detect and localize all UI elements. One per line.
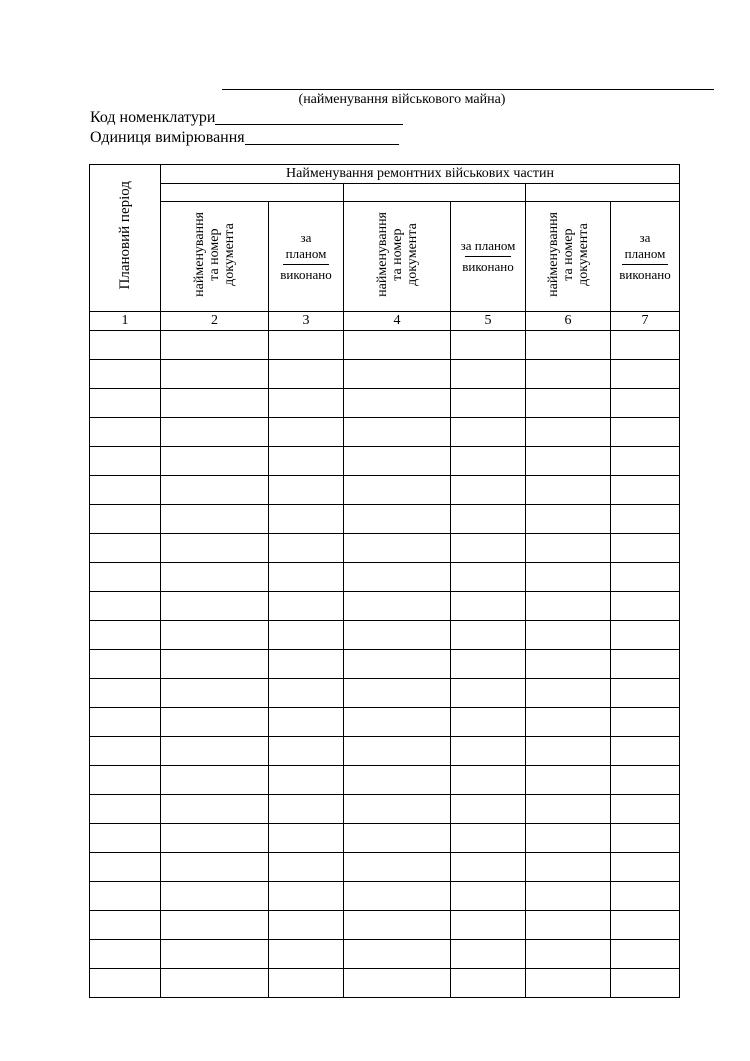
table-cell[interactable] [451, 882, 526, 911]
table-cell[interactable] [161, 853, 269, 882]
table-cell[interactable] [269, 969, 344, 998]
table-cell[interactable] [161, 360, 269, 389]
table-cell[interactable] [269, 621, 344, 650]
table-cell[interactable] [526, 505, 611, 534]
table-cell[interactable] [611, 737, 680, 766]
table-cell[interactable] [90, 911, 161, 940]
table-cell[interactable] [526, 882, 611, 911]
column-number: 2 [161, 312, 269, 331]
table-row [90, 505, 680, 534]
table-row [90, 911, 680, 940]
table-cell[interactable] [269, 563, 344, 592]
table-cell[interactable] [526, 766, 611, 795]
table-cell[interactable] [90, 882, 161, 911]
table-cell[interactable] [344, 360, 451, 389]
table-cell[interactable] [526, 360, 611, 389]
table-row [90, 708, 680, 737]
table-cell[interactable] [526, 592, 611, 621]
table-cell[interactable] [269, 882, 344, 911]
planned-period-header: Плановий період [90, 165, 161, 312]
table-row [90, 940, 680, 969]
repair-unit-1-name-cell[interactable] [161, 184, 344, 202]
table-cell[interactable] [611, 505, 680, 534]
table-row [90, 389, 680, 418]
table-cell[interactable] [611, 534, 680, 563]
column-number: 4 [344, 312, 451, 331]
table-cell[interactable] [451, 331, 526, 360]
table-cell[interactable] [344, 766, 451, 795]
table-cell[interactable] [161, 882, 269, 911]
table-cell[interactable] [269, 911, 344, 940]
table-cell[interactable] [90, 476, 161, 505]
table-row [90, 766, 680, 795]
table-cell[interactable] [451, 679, 526, 708]
table-cell[interactable] [269, 650, 344, 679]
table-cell[interactable] [451, 447, 526, 476]
table-cell[interactable] [611, 824, 680, 853]
table-cell[interactable] [90, 418, 161, 447]
table-cell[interactable] [269, 766, 344, 795]
table-cell[interactable] [451, 824, 526, 853]
table-cell[interactable] [611, 650, 680, 679]
table-cell[interactable] [161, 563, 269, 592]
table-cell[interactable] [161, 911, 269, 940]
table-cell[interactable] [451, 853, 526, 882]
table-cell[interactable] [269, 824, 344, 853]
table-cell[interactable] [611, 679, 680, 708]
table-cell[interactable] [269, 331, 344, 360]
table-cell[interactable] [611, 911, 680, 940]
table-cell[interactable] [269, 679, 344, 708]
table-cell[interactable] [161, 389, 269, 418]
table-cell[interactable] [611, 476, 680, 505]
table-cell[interactable] [451, 563, 526, 592]
nomenclature-code-blank[interactable] [215, 110, 403, 125]
table-cell[interactable] [344, 911, 451, 940]
table-cell[interactable] [344, 650, 451, 679]
table-cell[interactable] [344, 882, 451, 911]
table-cell[interactable] [161, 969, 269, 998]
table-row [90, 679, 680, 708]
table-cell[interactable] [161, 795, 269, 824]
table-cell[interactable] [526, 534, 611, 563]
table-cell[interactable] [161, 650, 269, 679]
table-row [90, 447, 680, 476]
table-cell[interactable] [526, 563, 611, 592]
table-cell[interactable] [611, 795, 680, 824]
table-row [90, 650, 680, 679]
plan-done-header-1: за планом виконано [269, 202, 344, 312]
item-name-caption: (найменування військового майна) [298, 92, 506, 107]
table-cell[interactable] [526, 737, 611, 766]
table-cell[interactable] [344, 679, 451, 708]
table-cell[interactable] [526, 853, 611, 882]
plan-done-header-3: за планом виконано [611, 202, 680, 312]
fraction-line [283, 264, 329, 265]
table-row [90, 969, 680, 998]
item-name-line [222, 89, 714, 90]
table-cell[interactable] [269, 505, 344, 534]
table-cell[interactable] [611, 969, 680, 998]
table-cell[interactable] [344, 389, 451, 418]
table-cell[interactable] [451, 360, 526, 389]
table-cell[interactable] [526, 476, 611, 505]
table-cell[interactable] [526, 447, 611, 476]
table-cell[interactable] [344, 447, 451, 476]
table-cell[interactable] [611, 360, 680, 389]
table-cell[interactable] [269, 708, 344, 737]
table-row [90, 563, 680, 592]
table-cell[interactable] [344, 331, 451, 360]
column-number: 3 [269, 312, 344, 331]
table-cell[interactable] [90, 795, 161, 824]
document-header-1: найменування та номер документа [161, 202, 269, 312]
table-cell[interactable] [611, 592, 680, 621]
table-cell[interactable] [526, 911, 611, 940]
table-cell[interactable] [344, 505, 451, 534]
table-cell[interactable] [90, 534, 161, 563]
table-cell[interactable] [90, 737, 161, 766]
table-row [90, 418, 680, 447]
table-cell[interactable] [611, 853, 680, 882]
table-cell[interactable] [451, 969, 526, 998]
table-cell[interactable] [90, 969, 161, 998]
unit-of-measure-label: Одиниця вимірювання [90, 129, 245, 146]
table-cell[interactable] [526, 679, 611, 708]
table-cell[interactable] [451, 911, 526, 940]
table-cell[interactable] [526, 389, 611, 418]
column-number: 5 [451, 312, 526, 331]
table-cell[interactable] [90, 766, 161, 795]
table-cell[interactable] [611, 940, 680, 969]
table-cell[interactable] [90, 563, 161, 592]
table-cell[interactable] [451, 389, 526, 418]
plan-done-header-2: за планом виконано [451, 202, 526, 312]
table-cell[interactable] [90, 389, 161, 418]
table-cell[interactable] [344, 795, 451, 824]
table-cell[interactable] [90, 360, 161, 389]
document-header-3: найменування та номер документа [526, 202, 611, 312]
table-row [90, 534, 680, 563]
table-cell[interactable] [611, 418, 680, 447]
column-number: 1 [90, 312, 161, 331]
table-cell[interactable] [526, 418, 611, 447]
document-header-2: найменування та номер документа [344, 202, 451, 312]
table-cell[interactable] [451, 418, 526, 447]
table-cell[interactable] [451, 621, 526, 650]
table-cell[interactable] [526, 621, 611, 650]
repair-units-header: Найменування ремонтних військових частин [161, 165, 680, 184]
table-cell[interactable] [451, 476, 526, 505]
table-row [90, 360, 680, 389]
table-cell[interactable] [161, 505, 269, 534]
table-cell[interactable] [611, 882, 680, 911]
table-cell[interactable] [526, 795, 611, 824]
table-row [90, 331, 680, 360]
table-cell[interactable] [90, 679, 161, 708]
repair-plan-table [89, 164, 680, 998]
nomenclature-code-field [90, 108, 403, 128]
table-cell[interactable] [344, 476, 451, 505]
table-cell[interactable] [269, 418, 344, 447]
table-row [90, 476, 680, 505]
table-cell[interactable] [269, 389, 344, 418]
repair-unit-3-name-cell[interactable] [526, 184, 680, 202]
table-row [90, 592, 680, 621]
table-cell[interactable] [344, 534, 451, 563]
table-cell[interactable] [269, 737, 344, 766]
table-cell[interactable] [451, 766, 526, 795]
table-row [90, 737, 680, 766]
table-row [90, 621, 680, 650]
table-cell[interactable] [451, 505, 526, 534]
table-cell[interactable] [90, 853, 161, 882]
table-cell[interactable] [269, 853, 344, 882]
table-cell[interactable] [161, 940, 269, 969]
table-cell[interactable] [161, 708, 269, 737]
column-number: 7 [611, 312, 680, 331]
table-cell[interactable] [90, 505, 161, 534]
table-cell[interactable] [269, 447, 344, 476]
table-cell[interactable] [161, 534, 269, 563]
table-cell[interactable] [526, 331, 611, 360]
table-cell[interactable] [344, 853, 451, 882]
table-cell[interactable] [611, 766, 680, 795]
table-cell[interactable] [161, 824, 269, 853]
table-cell[interactable] [161, 737, 269, 766]
table-cell[interactable] [526, 708, 611, 737]
table-cell[interactable] [269, 940, 344, 969]
table-cell[interactable] [451, 534, 526, 563]
table-row [90, 882, 680, 911]
table-cell[interactable] [451, 708, 526, 737]
table-cell[interactable] [269, 592, 344, 621]
table-cell[interactable] [611, 331, 680, 360]
table-cell[interactable] [451, 592, 526, 621]
table-cell[interactable] [90, 824, 161, 853]
table-cell[interactable] [90, 592, 161, 621]
table-row [90, 853, 680, 882]
table-cell[interactable] [161, 331, 269, 360]
table-cell[interactable] [526, 940, 611, 969]
table-cell[interactable] [90, 940, 161, 969]
nomenclature-code-label: Код номенклатури [90, 109, 216, 126]
table-cell[interactable] [90, 621, 161, 650]
table-row [90, 824, 680, 853]
table-cell[interactable] [344, 621, 451, 650]
table-cell[interactable] [90, 650, 161, 679]
table-cell[interactable] [90, 447, 161, 476]
table-cell[interactable] [611, 447, 680, 476]
table-cell[interactable] [90, 331, 161, 360]
table-cell[interactable] [161, 476, 269, 505]
fraction-line [622, 264, 668, 265]
table-cell[interactable] [451, 795, 526, 824]
fraction-line [465, 256, 511, 257]
table-cell[interactable] [526, 969, 611, 998]
repair-unit-2-name-cell[interactable] [344, 184, 526, 202]
table-cell[interactable] [344, 969, 451, 998]
table-cell[interactable] [269, 795, 344, 824]
table-cell[interactable] [451, 650, 526, 679]
table-cell[interactable] [269, 360, 344, 389]
table-cell[interactable] [344, 940, 451, 969]
table-cell[interactable] [161, 766, 269, 795]
table-cell[interactable] [344, 708, 451, 737]
table-cell[interactable] [344, 737, 451, 766]
table-cell[interactable] [344, 592, 451, 621]
table-cell[interactable] [611, 563, 680, 592]
unit-of-measure-field [90, 128, 399, 148]
table-cell[interactable] [526, 824, 611, 853]
table-cell[interactable] [161, 592, 269, 621]
table-cell[interactable] [344, 563, 451, 592]
table-cell[interactable] [344, 418, 451, 447]
table-cell[interactable] [344, 824, 451, 853]
table-row [90, 795, 680, 824]
table-cell[interactable] [526, 650, 611, 679]
table-cell[interactable] [451, 737, 526, 766]
table-cell[interactable] [161, 447, 269, 476]
table-cell[interactable] [451, 940, 526, 969]
table-cell[interactable] [161, 679, 269, 708]
table-cell[interactable] [269, 534, 344, 563]
table-cell[interactable] [269, 476, 344, 505]
column-number-row [90, 312, 680, 331]
table-cell[interactable] [611, 389, 680, 418]
table-cell[interactable] [90, 708, 161, 737]
unit-of-measure-blank[interactable] [245, 130, 399, 145]
table-cell[interactable] [611, 621, 680, 650]
table-cell[interactable] [161, 418, 269, 447]
table-cell[interactable] [611, 708, 680, 737]
column-number: 6 [526, 312, 611, 331]
table-cell[interactable] [161, 621, 269, 650]
